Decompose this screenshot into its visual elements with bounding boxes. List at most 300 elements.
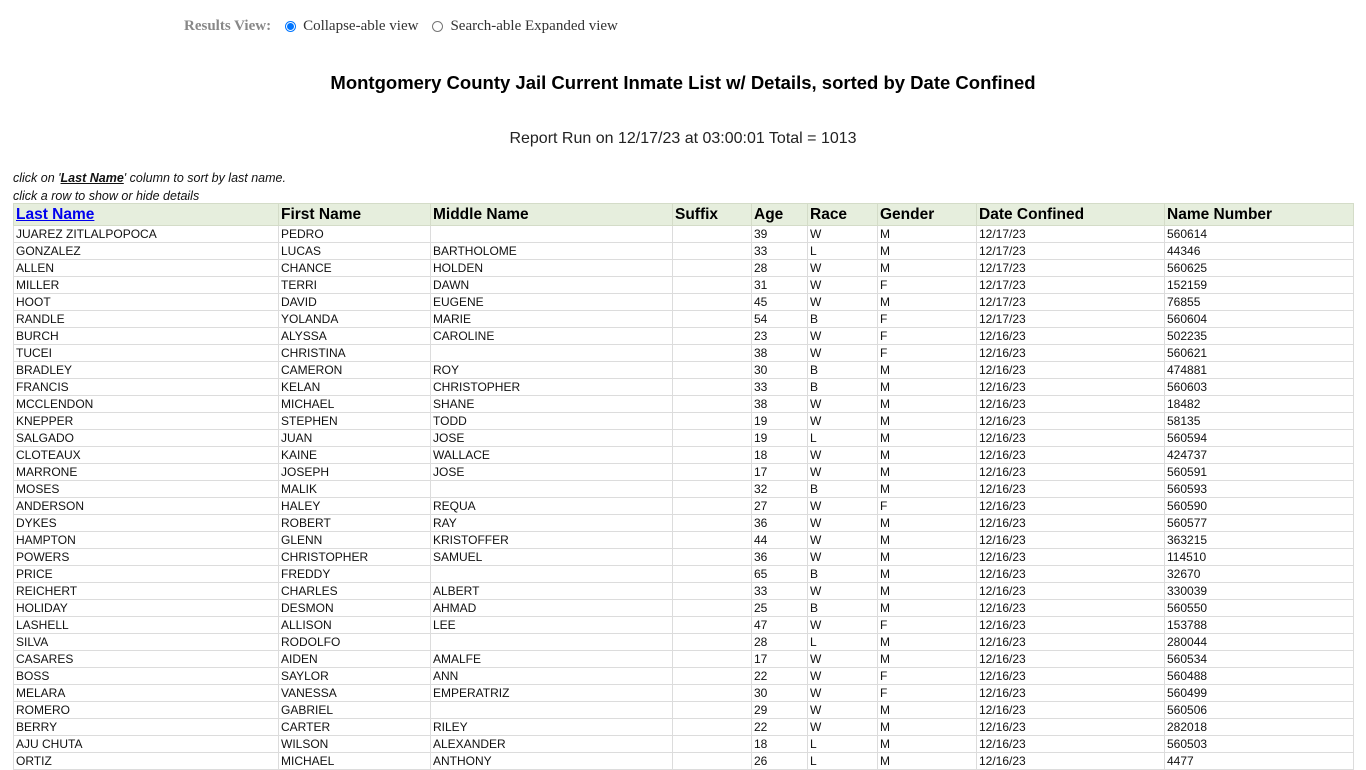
col-header-last-name[interactable] xyxy=(14,204,279,226)
cell-gender: M xyxy=(878,515,977,532)
table-row[interactable] xyxy=(14,668,1354,685)
table-row[interactable] xyxy=(14,328,1354,345)
cell-middle-name xyxy=(431,226,673,243)
cell-gender: M xyxy=(878,600,977,617)
expanded-view-label[interactable]: Search-able Expanded view xyxy=(450,17,618,34)
cell-last-name: REICHERT xyxy=(14,583,279,600)
cell-gender: M xyxy=(878,532,977,549)
cell-middle-name: ANN xyxy=(431,668,673,685)
cell-suffix xyxy=(673,668,752,685)
cell-date-confined: 12/16/23 xyxy=(977,719,1165,736)
cell-date-confined: 12/16/23 xyxy=(977,702,1165,719)
cell-name-number: 76855 xyxy=(1165,294,1354,311)
table-row[interactable] xyxy=(14,311,1354,328)
cell-name-number: 153788 xyxy=(1165,617,1354,634)
cell-date-confined: 12/16/23 xyxy=(977,430,1165,447)
cell-gender: M xyxy=(878,566,977,583)
table-row[interactable] xyxy=(14,447,1354,464)
cell-middle-name: JOSE xyxy=(431,464,673,481)
cell-last-name: SALGADO xyxy=(14,430,279,447)
cell-gender: F xyxy=(878,685,977,702)
cell-suffix xyxy=(673,617,752,634)
cell-last-name: BOSS xyxy=(14,668,279,685)
cell-middle-name: HOLDEN xyxy=(431,260,673,277)
cell-suffix xyxy=(673,447,752,464)
cell-name-number: 114510 xyxy=(1165,549,1354,566)
col-header-middle-name: Middle Name xyxy=(431,204,673,226)
cell-first-name: GLENN xyxy=(279,532,431,549)
row-toggle-instruction: click a row to show or hide details xyxy=(13,189,200,203)
cell-first-name: CHRISTOPHER xyxy=(279,549,431,566)
cell-name-number: 474881 xyxy=(1165,362,1354,379)
table-row[interactable] xyxy=(14,617,1354,634)
cell-middle-name: RAY xyxy=(431,515,673,532)
col-header-suffix: Suffix xyxy=(673,204,752,226)
cell-name-number: 560503 xyxy=(1165,736,1354,753)
cell-age: 19 xyxy=(752,430,808,447)
cell-date-confined: 12/16/23 xyxy=(977,668,1165,685)
table-row[interactable] xyxy=(14,719,1354,736)
cell-gender: M xyxy=(878,362,977,379)
cell-suffix xyxy=(673,294,752,311)
cell-name-number: 560604 xyxy=(1165,311,1354,328)
cell-name-number: 560499 xyxy=(1165,685,1354,702)
cell-date-confined: 12/16/23 xyxy=(977,345,1165,362)
table-row[interactable] xyxy=(14,753,1354,770)
cell-middle-name: CHRISTOPHER xyxy=(431,379,673,396)
cell-name-number: 560614 xyxy=(1165,226,1354,243)
cell-gender: M xyxy=(878,719,977,736)
table-row[interactable] xyxy=(14,464,1354,481)
cell-name-number: 560621 xyxy=(1165,345,1354,362)
cell-race: W xyxy=(808,498,878,515)
cell-suffix xyxy=(673,736,752,753)
cell-age: 17 xyxy=(752,651,808,668)
collapse-view-radio-option[interactable] xyxy=(285,18,418,35)
cell-last-name: CLOTEAUX xyxy=(14,447,279,464)
cell-suffix xyxy=(673,515,752,532)
cell-last-name: HOLIDAY xyxy=(14,600,279,617)
cell-age: 29 xyxy=(752,702,808,719)
cell-date-confined: 12/16/23 xyxy=(977,515,1165,532)
table-row[interactable] xyxy=(14,379,1354,396)
cell-age: 33 xyxy=(752,379,808,396)
cell-last-name: MCCLENDON xyxy=(14,396,279,413)
cell-age: 36 xyxy=(752,549,808,566)
cell-gender: M xyxy=(878,243,977,260)
cell-last-name: MOSES xyxy=(14,481,279,498)
cell-age: 25 xyxy=(752,600,808,617)
cell-race: W xyxy=(808,651,878,668)
cell-gender: M xyxy=(878,549,977,566)
col-header-first-name: First Name xyxy=(279,204,431,226)
cell-gender: M xyxy=(878,753,977,770)
cell-age: 31 xyxy=(752,277,808,294)
cell-middle-name: ROY xyxy=(431,362,673,379)
cell-name-number: 280044 xyxy=(1165,634,1354,651)
cell-last-name: FRANCIS xyxy=(14,379,279,396)
cell-first-name: SAYLOR xyxy=(279,668,431,685)
cell-middle-name: DAWN xyxy=(431,277,673,294)
cell-race: B xyxy=(808,481,878,498)
table-body xyxy=(14,226,1354,770)
cell-gender: M xyxy=(878,464,977,481)
cell-gender: M xyxy=(878,736,977,753)
cell-gender: F xyxy=(878,498,977,515)
cell-race: L xyxy=(808,753,878,770)
cell-race: W xyxy=(808,685,878,702)
cell-last-name: KNEPPER xyxy=(14,413,279,430)
cell-race: B xyxy=(808,362,878,379)
cell-suffix xyxy=(673,600,752,617)
cell-middle-name: SHANE xyxy=(431,396,673,413)
cell-gender: F xyxy=(878,277,977,294)
cell-middle-name xyxy=(431,702,673,719)
cell-date-confined: 12/16/23 xyxy=(977,362,1165,379)
cell-gender: M xyxy=(878,634,977,651)
page-title: Montgomery County Jail Current Inmate List w/ Details, sorted by Date Confined xyxy=(330,72,1036,93)
table-row[interactable] xyxy=(14,515,1354,532)
cell-middle-name xyxy=(431,566,673,583)
cell-race: L xyxy=(808,634,878,651)
cell-first-name: CARTER xyxy=(279,719,431,736)
table-row[interactable] xyxy=(14,685,1354,702)
cell-race: W xyxy=(808,532,878,549)
table-row[interactable] xyxy=(14,736,1354,753)
cell-name-number: 560603 xyxy=(1165,379,1354,396)
cell-last-name: GONZALEZ xyxy=(14,243,279,260)
sort-instruction-key: Last Name xyxy=(60,171,124,185)
cell-gender: M xyxy=(878,379,977,396)
cell-race: L xyxy=(808,736,878,753)
cell-middle-name: ANTHONY xyxy=(431,753,673,770)
table-row[interactable] xyxy=(14,260,1354,277)
cell-suffix xyxy=(673,634,752,651)
sort-by-last-name-link[interactable]: Last Name xyxy=(16,205,95,223)
table-row[interactable] xyxy=(14,430,1354,447)
cell-age: 28 xyxy=(752,634,808,651)
cell-first-name: STEPHEN xyxy=(279,413,431,430)
table-row[interactable] xyxy=(14,294,1354,311)
cell-date-confined: 12/17/23 xyxy=(977,311,1165,328)
sort-instruction xyxy=(13,169,286,187)
cell-race: W xyxy=(808,345,878,362)
cell-date-confined: 12/17/23 xyxy=(977,277,1165,294)
cell-last-name: PRICE xyxy=(14,566,279,583)
cell-suffix xyxy=(673,311,752,328)
cell-gender: M xyxy=(878,413,977,430)
cell-date-confined: 12/17/23 xyxy=(977,294,1165,311)
table-row[interactable] xyxy=(14,277,1354,294)
table-row[interactable] xyxy=(14,651,1354,668)
col-header-gender: Gender xyxy=(878,204,977,226)
cell-last-name: AJU CHUTA xyxy=(14,736,279,753)
cell-first-name: GABRIEL xyxy=(279,702,431,719)
cell-name-number: 560550 xyxy=(1165,600,1354,617)
cell-first-name: VANESSA xyxy=(279,685,431,702)
inmate-table xyxy=(13,203,1354,770)
instructions xyxy=(13,169,286,205)
cell-race: W xyxy=(808,617,878,634)
cell-last-name: MELARA xyxy=(14,685,279,702)
cell-last-name: ANDERSON xyxy=(14,498,279,515)
cell-name-number: 58135 xyxy=(1165,413,1354,430)
cell-first-name: CHARLES xyxy=(279,583,431,600)
cell-suffix xyxy=(673,719,752,736)
cell-first-name: ALLISON xyxy=(279,617,431,634)
cell-middle-name: AHMAD xyxy=(431,600,673,617)
cell-suffix xyxy=(673,345,752,362)
table-row[interactable] xyxy=(14,243,1354,260)
cell-age: 30 xyxy=(752,362,808,379)
cell-suffix xyxy=(673,396,752,413)
cell-gender: F xyxy=(878,668,977,685)
cell-race: W xyxy=(808,668,878,685)
cell-suffix xyxy=(673,532,752,549)
cell-age: 27 xyxy=(752,498,808,515)
cell-last-name: POWERS xyxy=(14,549,279,566)
cell-suffix xyxy=(673,379,752,396)
cell-race: W xyxy=(808,294,878,311)
cell-gender: F xyxy=(878,617,977,634)
cell-date-confined: 12/16/23 xyxy=(977,498,1165,515)
cell-name-number: 560590 xyxy=(1165,498,1354,515)
cell-middle-name: MARIE xyxy=(431,311,673,328)
table-row[interactable] xyxy=(14,362,1354,379)
cell-last-name: JUAREZ ZITLALPOPOCA xyxy=(14,226,279,243)
cell-race: W xyxy=(808,702,878,719)
cell-first-name: KAINE xyxy=(279,447,431,464)
table-row[interactable] xyxy=(14,600,1354,617)
cell-date-confined: 12/16/23 xyxy=(977,634,1165,651)
cell-date-confined: 12/16/23 xyxy=(977,583,1165,600)
table-row[interactable] xyxy=(14,532,1354,549)
cell-age: 65 xyxy=(752,566,808,583)
cell-last-name: MILLER xyxy=(14,277,279,294)
cell-date-confined: 12/17/23 xyxy=(977,243,1165,260)
collapse-view-label[interactable]: Collapse-able view xyxy=(303,17,419,34)
table-row[interactable] xyxy=(14,345,1354,362)
cell-suffix xyxy=(673,243,752,260)
cell-name-number: 560488 xyxy=(1165,668,1354,685)
cell-name-number: 560594 xyxy=(1165,430,1354,447)
cell-gender: M xyxy=(878,651,977,668)
cell-gender: M xyxy=(878,447,977,464)
table-row[interactable] xyxy=(14,498,1354,515)
cell-suffix xyxy=(673,362,752,379)
cell-race: B xyxy=(808,566,878,583)
cell-age: 22 xyxy=(752,668,808,685)
cell-last-name: ROMERO xyxy=(14,702,279,719)
table-row[interactable] xyxy=(14,396,1354,413)
cell-gender: F xyxy=(878,345,977,362)
cell-suffix xyxy=(673,702,752,719)
cell-gender: M xyxy=(878,430,977,447)
cell-race: W xyxy=(808,719,878,736)
cell-age: 32 xyxy=(752,481,808,498)
cell-date-confined: 12/17/23 xyxy=(977,226,1165,243)
cell-name-number: 4477 xyxy=(1165,753,1354,770)
cell-gender: M xyxy=(878,481,977,498)
cell-middle-name xyxy=(431,345,673,362)
cell-last-name: BERRY xyxy=(14,719,279,736)
cell-first-name: JUAN xyxy=(279,430,431,447)
cell-last-name: MARRONE xyxy=(14,464,279,481)
cell-middle-name xyxy=(431,634,673,651)
cell-gender: M xyxy=(878,294,977,311)
cell-name-number: 152159 xyxy=(1165,277,1354,294)
cell-age: 23 xyxy=(752,328,808,345)
cell-age: 45 xyxy=(752,294,808,311)
cell-suffix xyxy=(673,566,752,583)
cell-gender: M xyxy=(878,260,977,277)
cell-middle-name: LEE xyxy=(431,617,673,634)
cell-age: 44 xyxy=(752,532,808,549)
cell-first-name: WILSON xyxy=(279,736,431,753)
cell-first-name: ROBERT xyxy=(279,515,431,532)
table-row[interactable] xyxy=(14,566,1354,583)
cell-middle-name: TODD xyxy=(431,413,673,430)
table-row[interactable] xyxy=(14,702,1354,719)
cell-middle-name: ALEXANDER xyxy=(431,736,673,753)
cell-gender: M xyxy=(878,702,977,719)
cell-first-name: YOLANDA xyxy=(279,311,431,328)
cell-age: 33 xyxy=(752,243,808,260)
cell-suffix xyxy=(673,464,752,481)
cell-middle-name: EMPERATRIZ xyxy=(431,685,673,702)
cell-gender: F xyxy=(878,328,977,345)
table-row[interactable] xyxy=(14,481,1354,498)
cell-age: 38 xyxy=(752,345,808,362)
cell-race: W xyxy=(808,413,878,430)
cell-age: 26 xyxy=(752,753,808,770)
cell-age: 18 xyxy=(752,447,808,464)
cell-date-confined: 12/16/23 xyxy=(977,600,1165,617)
cell-middle-name: AMALFE xyxy=(431,651,673,668)
col-header-race: Race xyxy=(808,204,878,226)
results-view-label: Results View: xyxy=(184,17,272,34)
cell-age: 17 xyxy=(752,464,808,481)
table-row[interactable] xyxy=(14,549,1354,566)
cell-date-confined: 12/16/23 xyxy=(977,736,1165,753)
cell-middle-name: REQUA xyxy=(431,498,673,515)
cell-date-confined: 12/16/23 xyxy=(977,566,1165,583)
cell-date-confined: 12/16/23 xyxy=(977,464,1165,481)
cell-date-confined: 12/16/23 xyxy=(977,532,1165,549)
cell-first-name: CAMERON xyxy=(279,362,431,379)
cell-suffix xyxy=(673,549,752,566)
cell-race: W xyxy=(808,447,878,464)
cell-age: 18 xyxy=(752,736,808,753)
cell-age: 38 xyxy=(752,396,808,413)
cell-date-confined: 12/16/23 xyxy=(977,396,1165,413)
cell-gender: M xyxy=(878,583,977,600)
cell-age: 19 xyxy=(752,413,808,430)
table-row[interactable] xyxy=(14,226,1354,243)
cell-suffix xyxy=(673,277,752,294)
cell-first-name: ALYSSA xyxy=(279,328,431,345)
cell-date-confined: 12/17/23 xyxy=(977,260,1165,277)
cell-middle-name: BARTHOLOME xyxy=(431,243,673,260)
table-row[interactable] xyxy=(14,634,1354,651)
cell-name-number: 330039 xyxy=(1165,583,1354,600)
cell-first-name: TERRI xyxy=(279,277,431,294)
cell-first-name: PEDRO xyxy=(279,226,431,243)
cell-name-number: 560506 xyxy=(1165,702,1354,719)
cell-last-name: ALLEN xyxy=(14,260,279,277)
cell-age: 28 xyxy=(752,260,808,277)
cell-middle-name: CAROLINE xyxy=(431,328,673,345)
cell-last-name: BURCH xyxy=(14,328,279,345)
cell-middle-name: RILEY xyxy=(431,719,673,736)
cell-name-number: 560591 xyxy=(1165,464,1354,481)
cell-middle-name: ALBERT xyxy=(431,583,673,600)
cell-age: 39 xyxy=(752,226,808,243)
table-row[interactable] xyxy=(14,583,1354,600)
cell-middle-name: JOSE xyxy=(431,430,673,447)
cell-date-confined: 12/16/23 xyxy=(977,617,1165,634)
sort-instruction-prefix: click on ' xyxy=(13,171,61,185)
radio-unselected-icon[interactable] xyxy=(432,21,443,32)
cell-first-name: MICHAEL xyxy=(279,396,431,413)
cell-gender: M xyxy=(878,396,977,413)
cell-date-confined: 12/16/23 xyxy=(977,413,1165,430)
cell-first-name: KELAN xyxy=(279,379,431,396)
cell-name-number: 560625 xyxy=(1165,260,1354,277)
cell-name-number: 363215 xyxy=(1165,532,1354,549)
col-header-name-number: Name Number xyxy=(1165,204,1354,226)
cell-race: B xyxy=(808,311,878,328)
cell-first-name: MICHAEL xyxy=(279,753,431,770)
cell-name-number: 560534 xyxy=(1165,651,1354,668)
cell-last-name: DYKES xyxy=(14,515,279,532)
cell-race: W xyxy=(808,583,878,600)
cell-suffix xyxy=(673,413,752,430)
cell-date-confined: 12/16/23 xyxy=(977,481,1165,498)
expanded-view-radio-option[interactable] xyxy=(432,18,617,35)
cell-middle-name: KRISTOFFER xyxy=(431,532,673,549)
cell-middle-name: EUGENE xyxy=(431,294,673,311)
radio-selected-icon[interactable] xyxy=(285,21,296,32)
table-header-row xyxy=(14,204,1354,226)
results-view-selector xyxy=(184,17,632,35)
cell-first-name: HALEY xyxy=(279,498,431,515)
cell-suffix xyxy=(673,328,752,345)
cell-race: W xyxy=(808,396,878,413)
cell-last-name: HOOT xyxy=(14,294,279,311)
cell-suffix xyxy=(673,226,752,243)
cell-date-confined: 12/16/23 xyxy=(977,447,1165,464)
cell-date-confined: 12/16/23 xyxy=(977,549,1165,566)
cell-name-number: 282018 xyxy=(1165,719,1354,736)
table-row[interactable] xyxy=(14,413,1354,430)
cell-date-confined: 12/16/23 xyxy=(977,651,1165,668)
cell-first-name: FREDDY xyxy=(279,566,431,583)
cell-middle-name: SAMUEL xyxy=(431,549,673,566)
cell-suffix xyxy=(673,481,752,498)
cell-last-name: BRADLEY xyxy=(14,362,279,379)
cell-age: 33 xyxy=(752,583,808,600)
cell-first-name: DAVID xyxy=(279,294,431,311)
cell-age: 54 xyxy=(752,311,808,328)
col-header-date-confined: Date Confined xyxy=(977,204,1165,226)
report-run-summary: Report Run on 12/17/23 at 03:00:01 Total = 1013 xyxy=(509,130,857,147)
cell-suffix xyxy=(673,583,752,600)
cell-suffix xyxy=(673,260,752,277)
cell-race: B xyxy=(808,379,878,396)
cell-name-number: 560577 xyxy=(1165,515,1354,532)
cell-age: 22 xyxy=(752,719,808,736)
